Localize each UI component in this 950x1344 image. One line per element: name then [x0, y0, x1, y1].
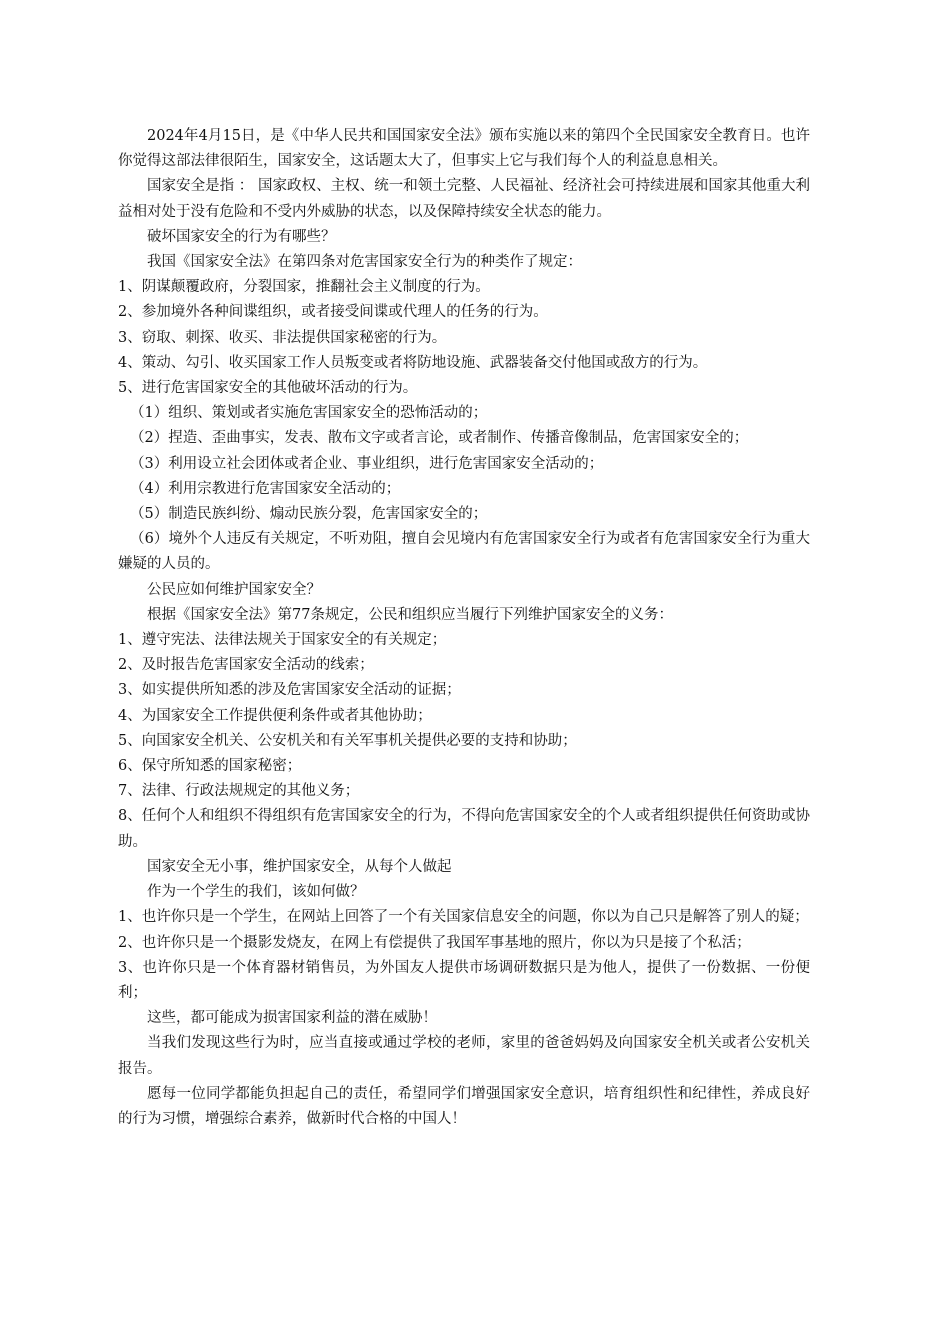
paragraph: （5）制造民族纠纷、煽动民族分裂，危害国家安全的； [130, 506, 488, 523]
paragraph: （2）捏造、歪曲事实，发表、散布文字或者言论，或者制作、传播音像制品，危害国家安全的； [130, 430, 749, 447]
paragraph: 7、法律、行政法规规定的其他义务； [118, 783, 360, 800]
paragraph: 这些，都可能成为损害国家利益的潜在威胁！ [147, 1010, 437, 1027]
paragraph: （4）利用宗教进行危害国家安全活动的； [130, 480, 401, 497]
paragraph: 5、进行危害国家安全的其他破坏活动的行为。 [118, 380, 418, 397]
paragraph: 2024年4月15日，是《中华人民共和国国家安全法》颁布实施以来的第四个全民国家安全教育日。也许你觉得这部法律很陌生，国家安全，这话题太大了，但事实上它与我们每个人的利益息息相关。 [118, 128, 810, 170]
paragraph: 4、为国家安全工作提供便利条件或者其他协助； [118, 707, 432, 724]
paragraph: 1、遵守宪法、法律法规关于国家安全的有关规定； [118, 632, 447, 649]
paragraph: 2、参加境外各种间谍组织，或者接受间谍或代理人的任务的行为。 [118, 304, 548, 321]
paragraph: 6、保守所知悉的国家秘密； [118, 758, 302, 775]
paragraph: 5、向国家安全机关、公安机关和有关军事机关提供必要的支持和协助； [118, 732, 577, 749]
paragraph: 2、也许你只是一个摄影发烧友，在网上有偿提供了我国军事基地的照片，你以为只是接了个私活； [118, 934, 751, 951]
paragraph: 当我们发现这些行为时，应当直接或通过学校的老师，家里的爸爸妈妈及向国家安全机关或者公安机关报告。 [118, 1035, 810, 1077]
paragraph: 破坏国家安全的行为有哪些？ [147, 228, 336, 245]
paragraph: 国家安全是指 ： 国家政权、主权、统一和领土完整、人民福祉、经济社会可持续进展和国家其他重大利益相对处于没有危险和不受内外威胁的状态，以及保障持续安全状态的能力。 [118, 178, 810, 220]
paragraph: 8、任何个人和组织不得组织有危害国家安全的行为，不得向危害国家安全的个人或者组织提供任何资助或协助。 [118, 808, 810, 850]
paragraph: 公民应如何维护国家安全？ [147, 581, 321, 598]
paragraph: 1、也许你只是一个学生，在网站上回答了一个有关国家信息安全的问题，你以为自己只是解答了别人的疑； [118, 909, 809, 926]
paragraph: （1）组织、策划或者实施危害国家安全的恐怖活动的； [130, 405, 488, 422]
paragraph: 愿每一位同学都能负担起自己的责任，希望同学们增强国家安全意识，培育组织性和纪律性，养成良好的行为习惯，增强综合素养，做新时代合格的中国人！ [118, 1085, 810, 1127]
paragraph: 3、如实提供所知悉的涉及危害国家安全活动的证据； [118, 682, 461, 699]
paragraph: （6）境外个人违反有关规定，不听劝阻，擅自会见境内有危害国家安全行为或者有危害国家安全行为重大嫌疑的人员的。 [118, 531, 810, 573]
paragraph: 作为一个学生的我们，该如何做？ [147, 884, 365, 901]
paragraph: （3）利用设立社会团体或者企业、事业组织，进行危害国家安全活动的； [130, 455, 604, 472]
paragraph: 3、窃取、刺探、收买、非法提供国家秘密的行为。 [118, 329, 447, 346]
paragraph: 3、也许你只是一个体育器材销售员，为外国友人提供市场调研数据只是为他人，提供了一份数据、一份便利； [118, 959, 810, 1001]
paragraph: 4、策动、勾引、收买国家工作人员叛变或者将防地设施、武器装备交付他国或敌方的行为。 [118, 354, 708, 371]
document-body [118, 124, 810, 1132]
paragraph: 1、阴谋颠覆政府，分裂国家，推翻社会主义制度的行为。 [118, 279, 490, 296]
paragraph: 根据《国家安全法》第77条规定，公民和组织应当履行下列维护国家安全的义务： [147, 606, 673, 623]
paragraph: 2、及时报告危害国家安全活动的线索； [118, 657, 374, 674]
paragraph: 我国《国家安全法》在第四条对危害国家安全行为的种类作了规定： [147, 254, 582, 271]
paragraph: 国家安全无小事，维护国家安全，从每个人做起 [147, 858, 452, 875]
